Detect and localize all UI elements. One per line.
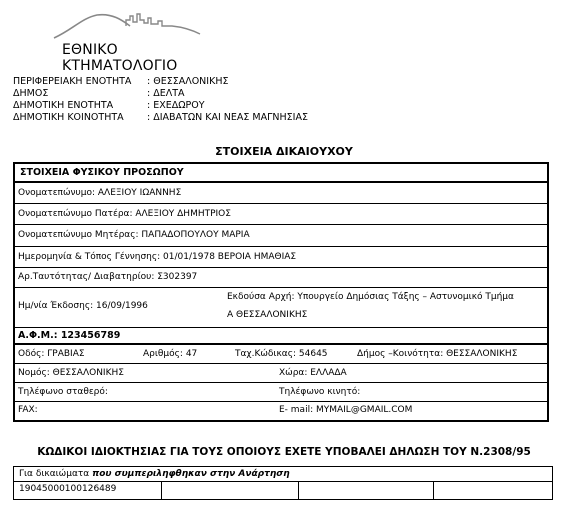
admin-label: ΔΗΜΟΤΙΚΗ ΚΟΙΝΟΤΗΤΑ: [13, 112, 124, 123]
code-cell: [162, 482, 299, 500]
birth-field: Ημερομηνία & Τόπος Γέννησης: 01/01/1978 ΒΕΡΟΙΑ ΗΜΑΘΙΑΣ: [18, 252, 297, 262]
mother-field: Ονοματεπώνυμο Μητέρας: ΠΑΠΑΔΟΠΟΥΛΟΥ ΜΑΡΙΑ: [18, 230, 250, 240]
country-field: Χώρα: ΕΛΛΑΔΑ: [279, 368, 347, 378]
issuer-line1: Εκδούσα Αρχή: Υπουργείο Δημόσιας Τάξης – Αστυνομικό Τμήμα: [227, 292, 514, 302]
number-field: Αριθμός: 47: [143, 349, 198, 359]
code-cell: 19045000100126489: [14, 482, 162, 500]
admin-label: ΔΗΜΟΣ: [13, 88, 49, 99]
issue-row: [15, 288, 547, 328]
prefecture-field: Νομός: ΘΕΣΣΑΛΟΝΙΚΗΣ: [18, 368, 124, 378]
fax-field: FAX:: [18, 405, 38, 415]
name-field: Ονοματεπώνυμο: ΑΛΕΞΙΟΥ ΙΩΑΝΝΗΣ: [18, 188, 182, 198]
section-title: ΣΤΟΙΧΕΙΑ ΔΙΚΑΙΟΥΧΟΥ: [215, 145, 353, 158]
phone-row: [15, 383, 547, 402]
street-field: Οδός: ΓΡΑΒΙΑΣ: [18, 349, 85, 359]
municipality-field: Δήμος –Κοινότητα: ΘΕΣΣΑΛΟΝΙΚΗΣ: [357, 349, 518, 359]
codes-header-text: Για δικαιώματα που συμπεριληφθηκαν στην Ανάρτηση: [19, 469, 290, 479]
admin-label: ΔΗΜΟΤΙΚΗ ΕΝΟΤΗΤΑ: [13, 100, 114, 111]
admin-area: [13, 76, 308, 124]
codes-header: [14, 467, 552, 482]
father-row: [15, 204, 547, 225]
id-field: Αρ.Ταυτότητας/ Διαβατηρίου: Σ302397: [18, 272, 198, 282]
person-heading: ΣΤΟΙΧΕΙΑ ΦΥΣΙΚΟΥ ΠΡΟΣΩΠΟΥ: [20, 167, 184, 178]
phone-mobile-field: Τηλέφωνο κινητό:: [279, 387, 361, 397]
contact-row: [15, 402, 547, 420]
admin-value: : ΘΕΣΣΑΛΟΝΙΚΗΣ: [147, 76, 229, 87]
father-field: Ονοματεπώνυμο Πατέρα: ΑΛΕΞΙΟΥ ΔΗΜΗΤΡΙΟΣ: [18, 209, 231, 219]
birth-row: [15, 247, 547, 268]
code-cell: [299, 482, 434, 500]
afm-field: Α.Φ.Μ.: 123456789: [18, 330, 121, 341]
issue-date-field: Ημ/νία Έκδοσης: 16/09/1996: [18, 301, 148, 311]
afm-row: [15, 328, 547, 345]
mother-row: [15, 225, 547, 247]
logo-text: ΕΘΝΙΚΟ ΚΤΗΜΑΤΟΛΟΓΙΟ: [62, 42, 178, 74]
region-row: [15, 364, 547, 383]
person-heading-row: [15, 164, 547, 183]
beneficiary-box: [13, 162, 549, 422]
id-row: [15, 268, 547, 288]
name-row: [15, 183, 547, 204]
codes-title: ΚΩΔΙΚΟΙ ΙΔΙΟΚΤΗΣΙΑΣ ΓΙΑ ΤΟΥΣ ΟΠΟΙΟΥΣ ΕΧΕΤΕ ΥΠΟΒΑΛΕΙ ΔΗΛΩΣΗ ΤΟΥ Ν.2308/95: [37, 446, 531, 458]
skyline-mountain-icon: [52, 10, 202, 40]
phone-fixed-field: Τηλέφωνο σταθερό:: [18, 387, 108, 397]
address-row: [15, 345, 547, 364]
logo: [44, 10, 224, 74]
code-cell: [434, 482, 552, 500]
admin-value: : ΕΧΕΔΩΡΟΥ: [147, 100, 205, 111]
postcode-field: Ταχ.Κώδικας: 54645: [235, 349, 328, 359]
admin-value: : ΔΙΑΒΑΤΩΝ ΚΑΙ ΝΕΑΣ ΜΑΓΝΗΣΙΑΣ: [147, 112, 308, 123]
issuer-line2: Α ΘΕΣΣΑΛΟΝΙΚΗΣ: [227, 310, 308, 320]
email-field: E- mail: MYMAIL@GMAIL.COM: [279, 405, 413, 415]
codes-table: [13, 466, 553, 500]
admin-label: ΠΕΡΙΦΕΡΕΙΑΚΗ ΕΝΟΤΗΤΑ: [13, 76, 132, 87]
admin-value: : ΔΕΛΤΑ: [147, 88, 185, 99]
